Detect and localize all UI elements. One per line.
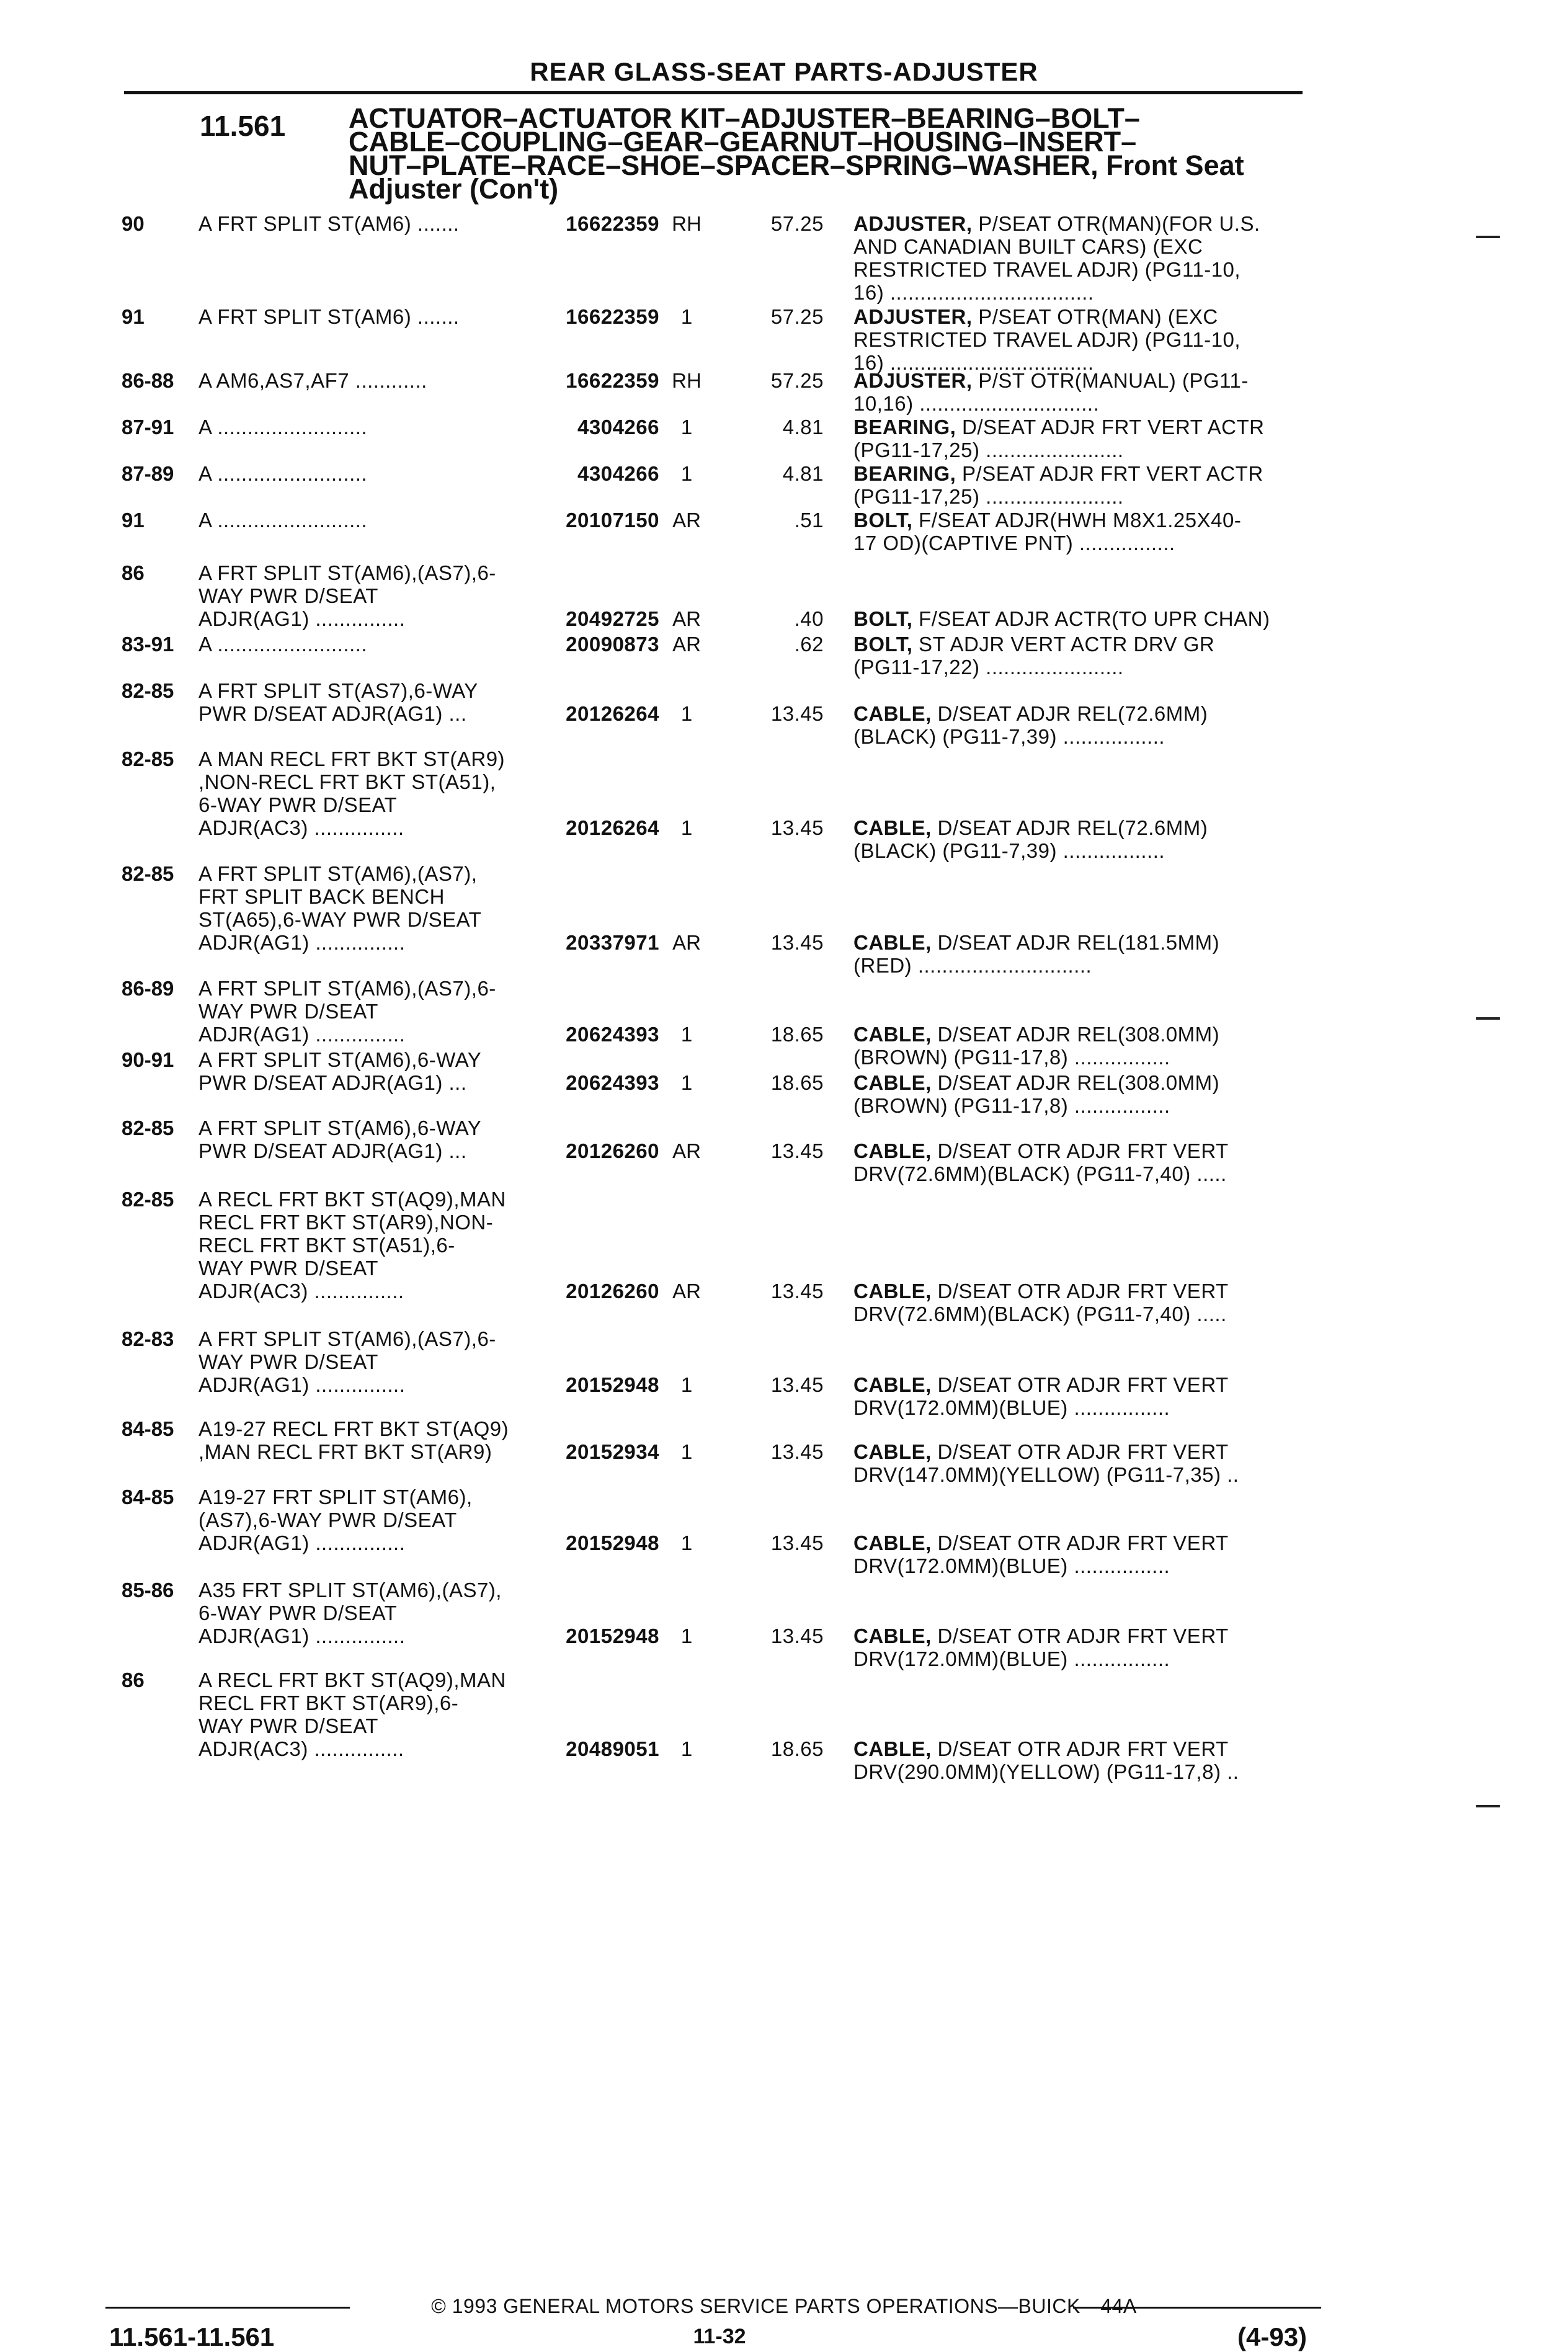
model-years: 82-85	[122, 679, 174, 702]
group-number: 11.561	[200, 110, 286, 142]
footer-revision-date: (4-93)	[1237, 2322, 1307, 2351]
price: 13.45	[770, 702, 824, 725]
part-number: 20090873	[566, 633, 659, 656]
part-name: CABLE,	[853, 1139, 932, 1162]
part-description	[853, 1624, 1300, 1670]
model-years: 82-85	[122, 1116, 174, 1139]
usage-description: A19-27 FRT SPLIT ST(AM6), (AS7),6-WAY PWR D/SEAT ADJR(AG1) ...............	[198, 1486, 473, 1554]
usage-description: A FRT SPLIT ST(AM6),(AS7),6- WAY PWR D/SEAT ADJR(AG1) ...............	[198, 977, 496, 1046]
model-years: 86	[122, 561, 145, 584]
usage-description: A19-27 RECL FRT BKT ST(AQ9) ,MAN RECL FRT BKT ST(AR9)	[198, 1417, 509, 1463]
part-description	[853, 509, 1300, 555]
part-name: CABLE,	[853, 1373, 932, 1396]
part-description	[853, 369, 1300, 415]
part-detail: D/SEAT OTR ADJR FRT VERT DRV(172.0MM)(BLUE) ................	[853, 1531, 1229, 1577]
part-number: 16622359	[566, 212, 659, 235]
part-description	[853, 702, 1300, 748]
part-number: 20126260	[566, 1139, 659, 1162]
part-name: CABLE,	[853, 816, 932, 839]
model-years: 91	[122, 305, 145, 328]
part-description	[853, 1737, 1300, 1783]
price: .51	[794, 509, 824, 532]
part-name: ADJUSTER,	[853, 212, 973, 235]
part-detail: P/SEAT ADJR FRT VERT ACTR (PG11-17,25) .......................	[853, 462, 1263, 508]
group-description: ACTUATOR–ACTUATOR KIT–ADJUSTER–BEARING–BOLT– CABLE–COUPLING–GEAR–GEARNUT–HOUSING–INSERT– NUT–PLATE–RACE–SHOE–SPACER–SPRING–WASHER, Front Seat Adjuster (Con't)	[349, 102, 1244, 205]
price: 18.65	[770, 1071, 824, 1094]
quantity: RH	[672, 369, 702, 392]
footer-group-range: 11.561-11.561	[109, 2322, 275, 2351]
price: 57.25	[770, 305, 824, 328]
part-description	[853, 633, 1300, 679]
margin-mark	[1476, 1805, 1500, 1807]
part-number: 20126264	[566, 816, 659, 839]
quantity: 1	[680, 1531, 693, 1554]
part-number: 20624393	[566, 1023, 659, 1046]
part-description	[853, 305, 1300, 374]
part-name: ADJUSTER,	[853, 369, 973, 392]
part-detail: D/SEAT ADJR REL(308.0MM) (BROWN) (PG11-17,8) ................	[853, 1071, 1220, 1117]
model-years: 87-91	[122, 416, 174, 439]
part-number: 20489051	[566, 1737, 659, 1760]
price: 13.45	[770, 1624, 824, 1647]
part-name: CABLE,	[853, 1280, 932, 1303]
part-description	[853, 1531, 1300, 1577]
part-name: CABLE,	[853, 1531, 932, 1554]
part-detail: P/SEAT OTR(MAN)(FOR U.S. AND CANADIAN BUILT CARS) (EXC RESTRICTED TRAVEL ADJR) (PG11-10, 16) ..................................	[853, 212, 1260, 304]
part-detail: D/SEAT OTR ADJR FRT VERT DRV(72.6MM)(BLACK) (PG11-7,40) .....	[853, 1139, 1229, 1185]
part-number: 20152948	[566, 1531, 659, 1554]
usage-description: A FRT SPLIT ST(AM6),6-WAY PWR D/SEAT ADJR(AG1) ...	[198, 1048, 482, 1094]
quantity: 1	[680, 1071, 693, 1094]
usage-description: A .........................	[198, 416, 368, 439]
price: 13.45	[770, 816, 824, 839]
usage-description: A FRT SPLIT ST(AM6),(AS7),6- WAY PWR D/SEAT ADJR(AG1) ...............	[198, 561, 496, 630]
part-description	[853, 931, 1300, 977]
part-name: ADJUSTER,	[853, 305, 973, 328]
part-number: 4304266	[577, 416, 659, 439]
model-years: 83-91	[122, 633, 174, 656]
model-years: 82-85	[122, 747, 174, 770]
part-description	[853, 462, 1300, 508]
usage-description: A FRT SPLIT ST(AM6),6-WAY PWR D/SEAT ADJR(AG1) ...	[198, 1116, 482, 1162]
quantity: AR	[672, 633, 701, 656]
model-years: 86	[122, 1668, 145, 1691]
part-name: CABLE,	[853, 1624, 932, 1647]
part-detail: D/SEAT OTR ADJR FRT VERT DRV(172.0MM)(BLUE) ................	[853, 1624, 1229, 1670]
part-name: BEARING,	[853, 462, 956, 485]
part-detail: F/SEAT ADJR ACTR(TO UPR CHAN)	[912, 607, 1270, 630]
usage-description: A FRT SPLIT ST(AM6) .......	[198, 212, 460, 235]
part-description	[853, 607, 1300, 630]
price: 57.25	[770, 212, 824, 235]
part-number: 20107150	[566, 509, 659, 532]
model-years: 82-85	[122, 862, 174, 885]
model-years: 91	[122, 509, 145, 532]
usage-description: A .........................	[198, 633, 368, 656]
usage-description: A .........................	[198, 462, 368, 485]
price: 13.45	[770, 1373, 824, 1396]
quantity: 1	[680, 462, 693, 485]
part-description	[853, 1023, 1300, 1069]
quantity: AR	[672, 931, 701, 954]
usage-description: A .........................	[198, 509, 368, 532]
usage-description: A35 FRT SPLIT ST(AM6),(AS7), 6-WAY PWR D/SEAT ADJR(AG1) ...............	[198, 1579, 502, 1647]
quantity: 1	[680, 1440, 693, 1463]
part-name: BOLT,	[853, 607, 913, 630]
usage-description: A FRT SPLIT ST(AM6),(AS7), FRT SPLIT BACK BENCH ST(A65),6-WAY PWR D/SEAT ADJR(AG1) ...............	[198, 862, 482, 954]
model-years: 86-88	[122, 369, 174, 392]
quantity: 1	[680, 1624, 693, 1647]
model-years: 87-89	[122, 462, 174, 485]
part-number: 16622359	[566, 305, 659, 328]
quantity: AR	[672, 1280, 701, 1303]
price: 13.45	[770, 1280, 824, 1303]
model-years: 90-91	[122, 1048, 174, 1071]
part-number: 20624393	[566, 1071, 659, 1094]
part-number: 20337971	[566, 931, 659, 954]
usage-description: A FRT SPLIT ST(AM6) .......	[198, 305, 460, 328]
part-description	[853, 1139, 1300, 1185]
part-detail: D/SEAT OTR ADJR FRT VERT DRV(72.6MM)(BLACK) (PG11-7,40) .....	[853, 1280, 1229, 1325]
part-detail: D/SEAT ADJR REL(181.5MM) (RED) .............................	[853, 931, 1220, 977]
part-number: 20152948	[566, 1373, 659, 1396]
quantity: 1	[680, 305, 693, 328]
model-years: 86-89	[122, 977, 174, 1000]
price: .62	[794, 633, 824, 656]
price: 4.81	[782, 462, 824, 485]
part-description	[853, 816, 1300, 862]
price: 18.65	[770, 1023, 824, 1046]
footer-page-number: 11-32	[693, 2325, 746, 2348]
usage-description: A RECL FRT BKT ST(AQ9),MAN RECL FRT BKT ST(AR9),6- WAY PWR D/SEAT ADJR(AC3) ...............	[198, 1668, 506, 1760]
part-detail: D/SEAT OTR ADJR FRT VERT DRV(147.0MM)(YELLOW) (PG11-7,35) ..	[853, 1440, 1239, 1486]
page-title: REAR GLASS-SEAT PARTS-ADJUSTER	[530, 57, 1038, 86]
part-detail: D/SEAT ADJR REL(72.6MM) (BLACK) (PG11-7,39) .................	[853, 702, 1208, 748]
part-number: 4304266	[577, 462, 659, 485]
model-years: 82-85	[122, 1188, 174, 1211]
part-name: CABLE,	[853, 1440, 932, 1463]
part-description	[853, 416, 1300, 461]
model-years: 90	[122, 212, 145, 235]
part-description	[853, 212, 1300, 304]
quantity: AR	[672, 607, 701, 630]
part-number: 20152934	[566, 1440, 659, 1463]
quantity: 1	[680, 1373, 693, 1396]
quantity: 1	[680, 416, 693, 439]
usage-description: A RECL FRT BKT ST(AQ9),MAN RECL FRT BKT ST(AR9),NON- RECL FRT BKT ST(A51),6- WAY PWR D/SEAT ADJR(AC3) ...............	[198, 1188, 506, 1303]
usage-description: A MAN RECL FRT BKT ST(AR9) ,NON-RECL FRT BKT ST(A51), 6-WAY PWR D/SEAT ADJR(AC3) ...............	[198, 747, 506, 839]
quantity: 1	[680, 702, 693, 725]
price: 13.45	[770, 1440, 824, 1463]
price: 4.81	[782, 416, 824, 439]
footer-copyright: © 1993 GENERAL MOTORS SERVICE PARTS OPERATIONS—BUICK—44A	[431, 2295, 1137, 2317]
price: 13.45	[770, 1139, 824, 1162]
part-name: CABLE,	[853, 702, 932, 725]
quantity: 1	[680, 816, 693, 839]
part-number: 16622359	[566, 369, 659, 392]
price: 13.45	[770, 1531, 824, 1554]
part-detail: D/SEAT OTR ADJR FRT VERT DRV(172.0MM)(BLUE) ................	[853, 1373, 1229, 1419]
part-number: 20492725	[566, 607, 659, 630]
quantity: RH	[672, 212, 702, 235]
part-name: CABLE,	[853, 1737, 932, 1760]
part-detail: D/SEAT OTR ADJR FRT VERT DRV(290.0MM)(YELLOW) (PG11-17,8) ..	[853, 1737, 1239, 1783]
quantity: AR	[672, 1139, 701, 1162]
usage-description: A FRT SPLIT ST(AS7),6-WAY PWR D/SEAT ADJR(AG1) ...	[198, 679, 478, 725]
model-years: 85-86	[122, 1579, 174, 1601]
part-detail: D/SEAT ADJR FRT VERT ACTR (PG11-17,25) .......................	[853, 416, 1265, 461]
quantity: 1	[680, 1023, 693, 1046]
price: 13.45	[770, 931, 824, 954]
margin-mark	[1476, 1017, 1500, 1020]
part-number: 20126264	[566, 702, 659, 725]
price: 57.25	[770, 369, 824, 392]
part-detail: ST ADJR VERT ACTR DRV GR (PG11-17,22) .......................	[853, 633, 1215, 679]
part-name: BOLT,	[853, 633, 913, 656]
part-number: 20126260	[566, 1280, 659, 1303]
part-detail: F/SEAT ADJR(HWH M8X1.25X40- 17 OD)(CAPTIVE PNT) ................	[853, 509, 1242, 555]
part-name: CABLE,	[853, 1023, 932, 1046]
part-name: CABLE,	[853, 931, 932, 954]
part-description	[853, 1440, 1300, 1486]
price: .40	[794, 607, 824, 630]
part-name: CABLE,	[853, 1071, 932, 1094]
usage-description: A AM6,AS7,AF7 ............	[198, 369, 427, 392]
quantity: 1	[680, 1737, 693, 1760]
part-name: BOLT,	[853, 509, 913, 532]
part-detail: P/ST OTR(MANUAL) (PG11- 10,16) ..............................	[853, 369, 1249, 415]
part-detail: D/SEAT ADJR REL(308.0MM) (BROWN) (PG11-17,8) ................	[853, 1023, 1220, 1069]
part-name: BEARING,	[853, 416, 956, 439]
margin-mark	[1476, 236, 1500, 238]
model-years: 84-85	[122, 1417, 174, 1440]
price: 18.65	[770, 1737, 824, 1760]
part-description	[853, 1280, 1300, 1325]
part-description	[853, 1373, 1300, 1419]
part-detail: P/SEAT OTR(MAN) (EXC RESTRICTED TRAVEL ADJR) (PG11-10, 16) ..................................	[853, 305, 1241, 374]
usage-description: A FRT SPLIT ST(AM6),(AS7),6- WAY PWR D/SEAT ADJR(AG1) ...............	[198, 1327, 496, 1396]
quantity: AR	[672, 509, 701, 532]
model-years: 82-83	[122, 1327, 174, 1350]
part-description	[853, 1071, 1300, 1117]
part-number: 20152948	[566, 1624, 659, 1647]
part-detail: D/SEAT ADJR REL(72.6MM) (BLACK) (PG11-7,39) .................	[853, 816, 1208, 862]
model-years: 84-85	[122, 1486, 174, 1508]
